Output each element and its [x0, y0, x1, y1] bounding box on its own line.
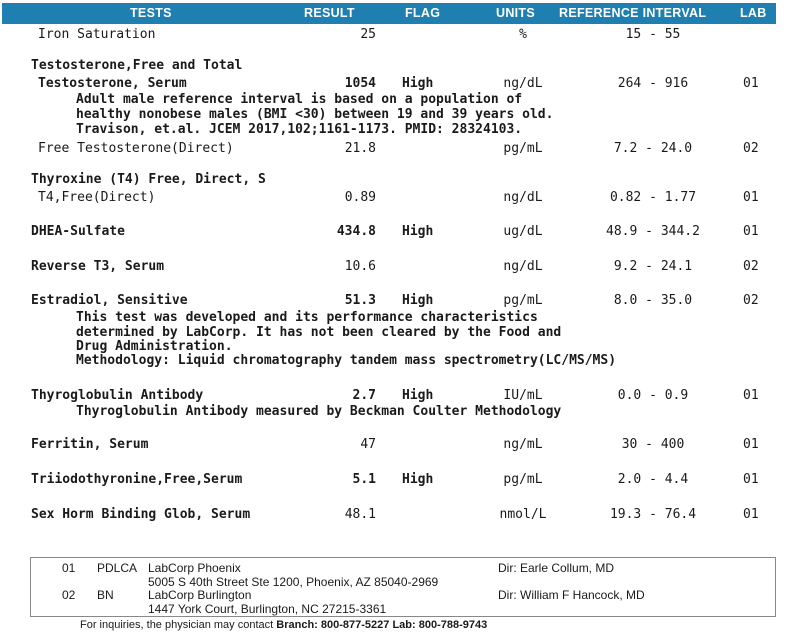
test-name: Iron Saturation	[38, 27, 156, 42]
test-lab: 01	[743, 190, 759, 205]
inquiry-branch-phone: Branch: 800-877-5227	[276, 619, 390, 631]
note-text: healthy nonobese males (BMI <30) between 19 and 39 years old.	[76, 107, 554, 122]
note-text: Adult male reference interval is based on a population of	[76, 92, 523, 107]
lab-id: PDLCA	[97, 561, 138, 575]
header-result: RESULT	[304, 6, 355, 20]
lab-name: LabCorp Burlington	[148, 588, 252, 602]
lab-director: Dir: Earle Collum, MD	[498, 561, 615, 575]
test-result: 5.1	[352, 472, 376, 487]
note-text: Methodology: Liquid chromatography tandem mass spectrometry(LC/MS/MS)	[76, 353, 617, 368]
test-name: Sex Horm Binding Glob, Serum	[31, 507, 251, 522]
note-line	[0, 122, 800, 140]
table-row	[0, 472, 800, 490]
test-result: 2.7	[352, 388, 376, 403]
test-units: pg/mL	[503, 293, 543, 308]
note-line	[0, 353, 800, 371]
test-reference: 7.2 - 24.0	[613, 141, 693, 156]
test-reference: 9.2 - 24.1	[613, 259, 693, 274]
section-title: Thyroxine (T4) Free, Direct, S	[31, 172, 266, 187]
table-row	[0, 190, 800, 208]
note-text: Travison, et.al. JCEM 2017,102;1161-1173. PMID: 28324103.	[76, 122, 523, 137]
inquiry-line	[80, 619, 487, 631]
table-row	[0, 141, 800, 159]
header-flag: FLAG	[405, 6, 441, 20]
test-units: %	[519, 27, 527, 42]
test-lab: 01	[743, 388, 759, 403]
table-row	[0, 259, 800, 277]
test-name: Thyroglobulin Antibody	[31, 388, 204, 403]
lab-code: 01	[62, 561, 76, 575]
test-lab: 01	[743, 76, 759, 91]
lab-address: 1447 York Court, Burlington, NC 27215-3361	[148, 602, 387, 616]
test-units: ng/dL	[503, 259, 543, 274]
inquiry-prefix: For inquiries, the physician may contact	[80, 619, 277, 631]
table-row	[0, 507, 800, 525]
test-reference: 30 - 400	[621, 437, 685, 452]
header-lab: LAB	[740, 6, 767, 20]
test-reference: 15 - 55	[625, 27, 681, 42]
table-header	[2, 3, 776, 24]
test-flag: High	[402, 76, 434, 91]
test-name: Reverse T3, Serum	[31, 259, 165, 274]
lab-name: LabCorp Phoenix	[148, 561, 241, 575]
test-name: Estradiol, Sensitive	[31, 293, 188, 308]
header-tests: TESTS	[130, 6, 172, 20]
test-units: nmol/L	[499, 507, 547, 522]
note-text: determined by LabCorp. It has not been cleared by the Food and	[76, 325, 562, 340]
test-result: 10.6	[344, 259, 376, 274]
test-lab: 02	[743, 293, 759, 308]
table-row	[0, 293, 800, 311]
lab-director: Dir: William F Hancock, MD	[498, 588, 645, 602]
test-name: T4,Free(Direct)	[38, 190, 156, 205]
table-row	[0, 27, 800, 45]
test-flag: High	[402, 472, 434, 487]
test-units: IU/mL	[503, 388, 543, 403]
test-flag: High	[402, 388, 434, 403]
test-reference: 48.9 - 344.2	[606, 224, 700, 239]
test-reference: 8.0 - 35.0	[613, 293, 693, 308]
test-units: pg/mL	[503, 472, 543, 487]
test-lab: 01	[743, 472, 759, 487]
test-units: pg/mL	[503, 141, 543, 156]
table-row	[0, 224, 800, 242]
section-heading	[0, 172, 800, 190]
test-name: Ferritin, Serum	[31, 437, 149, 452]
lab-id: BN	[97, 588, 114, 602]
test-units: ug/dL	[503, 224, 543, 239]
test-lab: 01	[743, 437, 759, 452]
test-units: ng/dL	[503, 76, 543, 91]
inquiry-lab-phone: Lab: 800-788-9743	[389, 619, 488, 631]
test-name: Triiodothyronine,Free,Serum	[31, 472, 243, 487]
test-flag: High	[402, 224, 434, 239]
section-heading	[0, 58, 800, 76]
test-result: 21.8	[344, 141, 376, 156]
test-result: 25	[360, 27, 376, 42]
test-result: 1054	[344, 76, 376, 91]
test-name: Free Testosterone(Direct)	[38, 141, 234, 156]
test-result: 0.89	[344, 190, 376, 205]
note-text: Drug Administration.	[76, 339, 233, 354]
test-name: DHEA-Sulfate	[31, 224, 125, 239]
test-result: 48.1	[344, 507, 376, 522]
test-result: 434.8	[336, 224, 376, 239]
test-units: ng/mL	[503, 437, 543, 452]
test-lab: 02	[743, 259, 759, 274]
test-result: 47	[360, 437, 376, 452]
test-reference: 264 - 916	[617, 76, 689, 91]
test-result: 51.3	[344, 293, 376, 308]
note-line	[0, 404, 800, 422]
test-reference: 19.3 - 76.4	[609, 507, 697, 522]
header-units: UNITS	[496, 6, 535, 20]
header-reference: REFERENCE INTERVAL	[559, 6, 707, 20]
note-text: Thyroglobulin Antibody measured by Beckman Coulter Methodology	[76, 404, 562, 419]
test-lab: 01	[743, 224, 759, 239]
test-flag: High	[402, 293, 434, 308]
lab-address: 5005 S 40th Street Ste 1200, Phoenix, AZ 85040-2969	[148, 575, 439, 589]
test-lab: 02	[743, 141, 759, 156]
table-row	[0, 437, 800, 455]
test-lab: 01	[743, 507, 759, 522]
lab-code: 02	[62, 588, 76, 602]
lab-directory	[30, 557, 776, 617]
test-reference: 0.0 - 0.9	[617, 388, 689, 403]
note-text: This test was developed and its performance characteristics	[76, 310, 538, 325]
test-reference: 2.0 - 4.4	[617, 472, 689, 487]
test-reference: 0.82 - 1.77	[609, 190, 697, 205]
test-name: Testosterone, Serum	[38, 76, 187, 91]
test-units: ng/dL	[503, 190, 543, 205]
section-title: Testosterone,Free and Total	[31, 58, 243, 73]
